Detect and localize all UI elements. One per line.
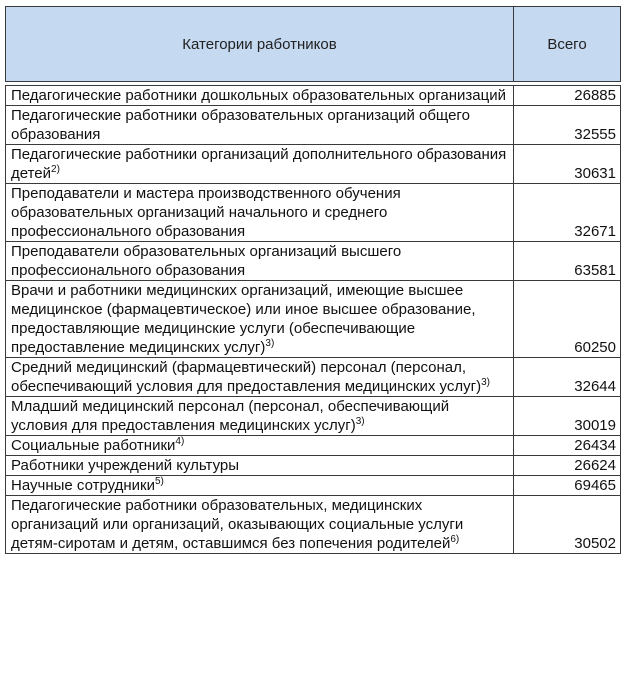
wages-table (5, 6, 621, 554)
table-row (6, 281, 621, 358)
table-row (6, 496, 621, 554)
row-label: Врачи и работники медицинских организаций, имеющие высшее медицинское (фармацевтическое) или иное высшее образование, предоставляющие медицинские услуги (обеспечивающие предоставление медицинских услуг)$^{3)}$ (6, 281, 514, 358)
footnote-marker: 2) (51, 164, 60, 175)
row-label: Средний медицинский (фармацевтический) персонал (персонал, обеспечивающий условия для предоставления медицинских услуг)$^{3)}$ (6, 358, 514, 397)
row-label: Научные сотрудники$^{5)}$ (6, 476, 514, 496)
row-label: Педагогические работники образовательных организаций общего образования (6, 106, 514, 145)
table-row (6, 145, 621, 184)
row-label: Педагогические работники организаций дополнительного образования детей$^{2)}$ (6, 145, 514, 184)
table-row (6, 436, 621, 456)
row-value: 32671 (514, 184, 621, 242)
row-value: 60250 (514, 281, 621, 358)
row-label: Преподаватели образовательных организаций высшего профессионального образования (6, 242, 514, 281)
row-label: Педагогические работники образовательных, медицинских организаций или организаций, оказывающих социальные услуги детям-сиротам и детям, оставшимся без попечения родителей$^{6)}$ (6, 496, 514, 554)
footnote-marker: 3) (355, 416, 365, 427)
table-row (6, 184, 621, 242)
row-value: 30019 (514, 397, 621, 436)
row-label: Работники учреждений культуры (6, 456, 514, 476)
header-category: Категории работников (6, 7, 514, 82)
row-value: 63581 (514, 242, 621, 281)
row-label: Педагогические работники дошкольных образовательных организаций (6, 86, 514, 106)
row-value: 32555 (514, 106, 621, 145)
table-row (6, 242, 621, 281)
table-row (6, 86, 621, 106)
footnote-marker: 3) (265, 338, 275, 349)
row-value: 30502 (514, 496, 621, 554)
table-row (6, 106, 621, 145)
row-value: 69465 (514, 476, 621, 496)
header-row (6, 7, 621, 82)
table-row (6, 456, 621, 476)
footnote-marker: 5) (154, 476, 164, 487)
row-label: Социальные работники$^{4)}$ (6, 436, 514, 456)
row-label: Преподаватели и мастера производственного обучения образовательных организаций начального и среднего профессионального образования (6, 184, 514, 242)
row-label: Младший медицинский персонал (персонал, обеспечивающий условия для предоставления медицинских услуг)$^{3)}$ (6, 397, 514, 436)
row-value: 30631 (514, 145, 621, 184)
table-row (6, 476, 621, 496)
row-value: 32644 (514, 358, 621, 397)
footnote-marker: 4) (175, 436, 185, 447)
footnote-marker: 3) (481, 377, 491, 388)
table-row (6, 358, 621, 397)
header-total: Всего (514, 7, 621, 82)
table-row (6, 397, 621, 436)
row-value: 26885 (514, 86, 621, 106)
footnote-marker: 6) (450, 534, 460, 545)
row-value: 26434 (514, 436, 621, 456)
row-value: 26624 (514, 456, 621, 476)
